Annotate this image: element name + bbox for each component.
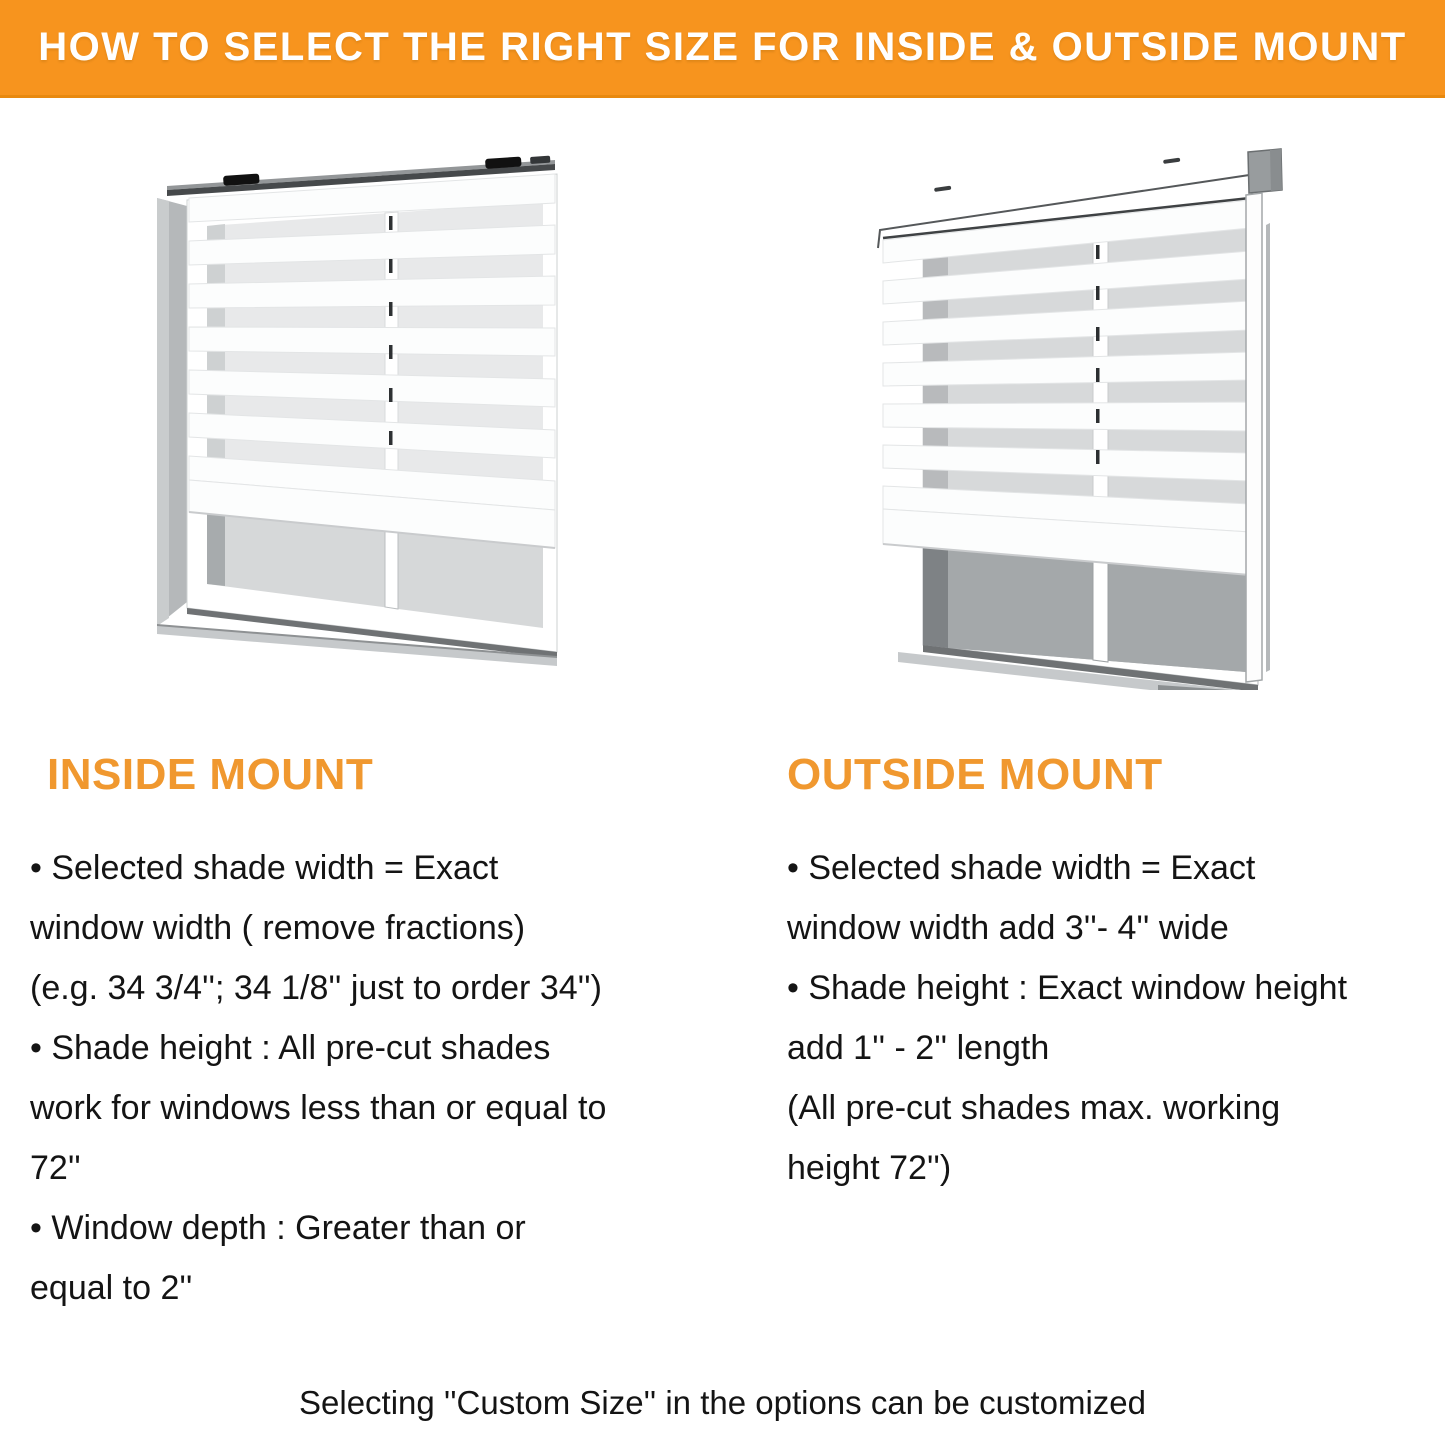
text-line: window width ( remove fractions)	[30, 909, 526, 947]
text-line: (e.g. 34 3/4''; 34 1/8'' just to order 34'')	[30, 969, 602, 1007]
inside-mount-heading: INSIDE MOUNT	[47, 750, 374, 799]
wall-screw-marks	[934, 158, 1180, 192]
custom-size-note: Selecting ''Custom Size'' in the options can be customized	[299, 1384, 1146, 1421]
text-line: • Selected shade width = Exact	[787, 849, 1256, 887]
outside-mount-heading: OUTSIDE MOUNT	[787, 750, 1163, 799]
outside-mount-window-illustration	[868, 140, 1298, 690]
text-line: window width add 3''- 4'' wide	[787, 909, 1229, 947]
text-line: • Window depth : Greater than or	[30, 1209, 526, 1247]
inside-mount-window-illustration	[155, 150, 575, 690]
text-line: • Shade height : Exact window height	[787, 969, 1348, 1007]
inside-mount-instructions	[30, 838, 606, 1318]
figures-row	[0, 95, 1445, 750]
banner-title: HOW TO SELECT THE RIGHT SIZE FOR INSIDE & OUTSIDE MOUNT	[38, 25, 1407, 69]
header-banner	[0, 0, 1445, 98]
text-line: add 1'' - 2'' length	[787, 1029, 1050, 1067]
text-line: equal to 2''	[30, 1269, 193, 1307]
text-line: (All pre-cut shades max. working	[787, 1089, 1281, 1127]
text-line: height 72'')	[787, 1149, 952, 1187]
text-line: • Shade height : All pre-cut shades	[30, 1029, 551, 1067]
text-line: work for windows less than or equal to	[30, 1089, 607, 1127]
text-line: • Selected shade width = Exact	[30, 849, 499, 887]
text-line: 72''	[30, 1149, 81, 1187]
outside-mount-instructions	[787, 838, 1347, 1198]
